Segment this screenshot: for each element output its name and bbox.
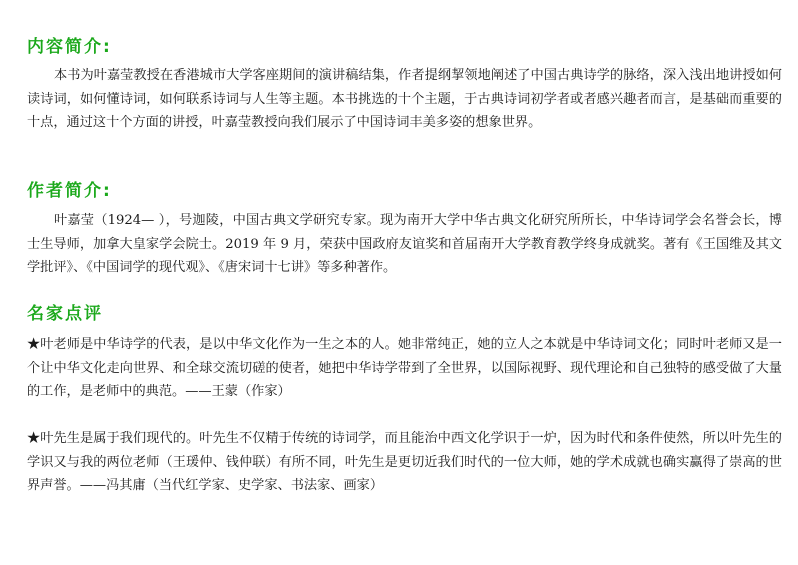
reviews-heading: 名家点评 [27, 304, 103, 324]
review-wang-meng: ★叶老师是中华诗学的代表，是以中华文化作为一生之本的人。她非常纯正，她的立人之本就是中华诗词文化；同时叶老师又是一个让中华文化走向世界、和全球交流切磋的使者，她把中华诗学带到了全世界，以国际视野、现代理论和自己独特的感受做了大量的工作，是老师中的典范。——王蒙（作家） [27, 337, 782, 399]
review-feng-qiyong: ★叶先生是属于我们现代的。叶先生不仅精于传统的诗词学，而且能治中西文化学识于一炉，因为时代和条件使然，所以叶先生的学识又与我的两位老师（王瑗仲、钱仲联）有所不同，叶先生是更切近我们时代的一位大师，她的学术成就也确实赢得了崇高的世界声誉。——冯其庸（当代红学家、史学家、书法家、画家） [27, 431, 782, 493]
content-intro-paragraph: 本书为叶嘉莹教授在香港城市大学客座期间的演讲稿结集，作者提纲挈领地阐述了中国古典诗学的脉络，深入浅出地讲授如何读诗词，如何懂诗词，如何联系诗词与人生等主题。本书挑选的十个主题，于古典诗词初学者或者感兴趣者而言，是基础而重要的十点，通过这十个方面的讲授，叶嘉莹教授向我们展示了中国诗词丰美多姿的想象世界。 [27, 68, 782, 130]
content-intro-heading: 内容简介: [27, 37, 112, 57]
author-intro-paragraph: 叶嘉莹（1924— ），号迦陵，中国古典文学研究专家。现为南开大学中华古典文化研究所所长，中华诗词学会名誉会长，博士生导师，加拿大皇家学会院士。2019 年 9 月，荣获中国政府友谊奖和首届南开大学教育教学终身成就奖。著有《王国维及其文学批评》、《中国词学的现代观》、《唐宋词十七讲》等多种著作。 [27, 213, 782, 275]
author-intro-heading: 作者简介: [27, 181, 112, 201]
